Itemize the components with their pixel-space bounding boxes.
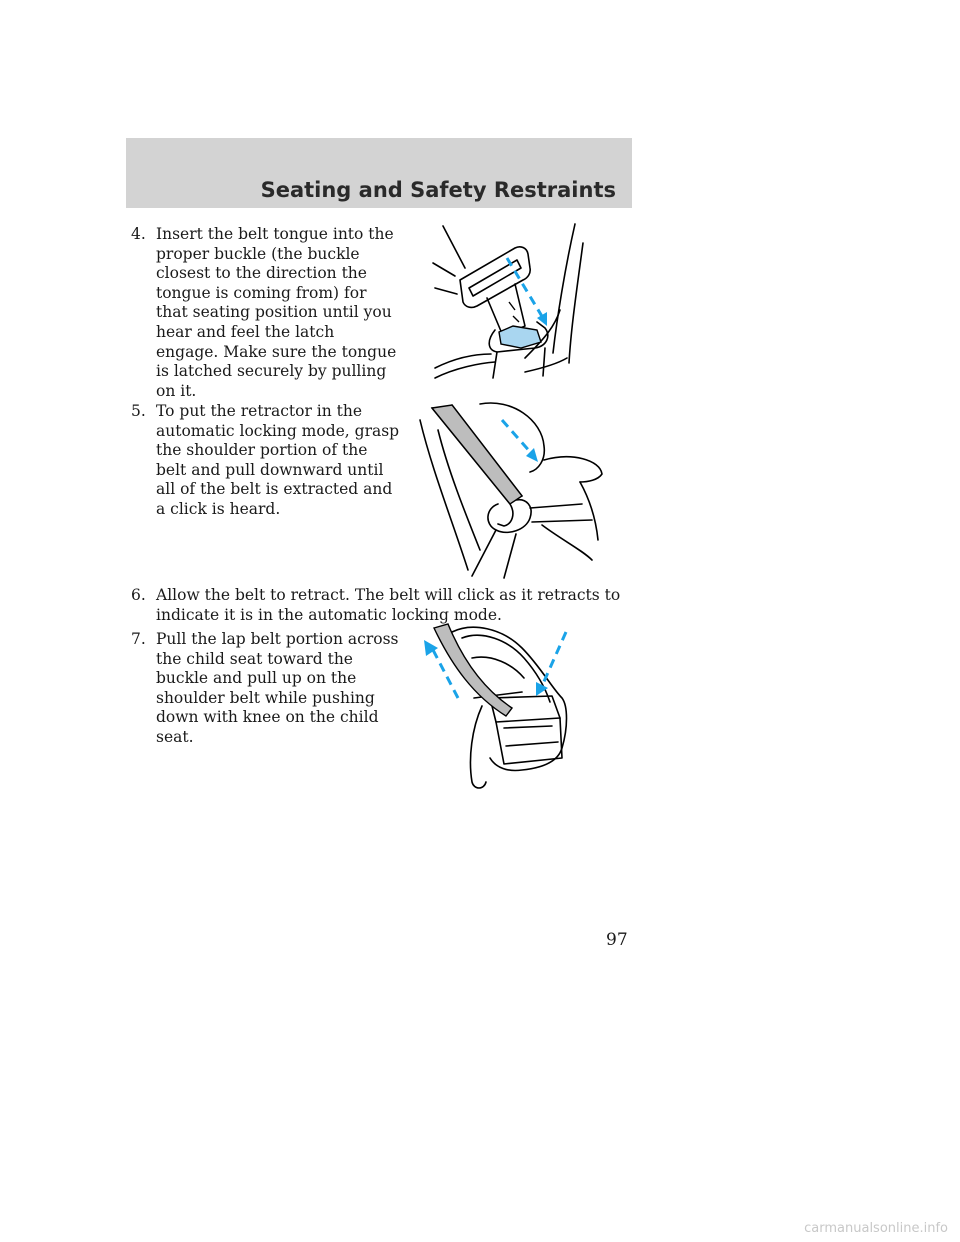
section-title: Seating and Safety Restraints xyxy=(260,178,616,202)
buckle-illustration xyxy=(425,218,585,388)
step-6-text: Allow the belt to retract. The belt will click as it retracts to indicate it is in the automatic locking mode. xyxy=(156,586,621,624)
page-number: 97 xyxy=(606,930,628,950)
step-4 xyxy=(131,225,401,401)
step-7-number: 7. xyxy=(131,630,146,648)
step-7 xyxy=(131,630,401,748)
step-6-number: 6. xyxy=(131,586,146,604)
step-5-text: To put the retractor in the automatic locking mode, grasp the shoulder portion of the belt and pull downward until all of the belt is extracted and a click is heard. xyxy=(156,402,400,518)
retractor-illustration xyxy=(412,400,612,580)
insert-direction-arrow xyxy=(507,258,547,326)
step-5 xyxy=(131,402,401,520)
watermark: carmanualsonline.info xyxy=(804,1221,948,1236)
header-band xyxy=(126,138,632,208)
step-7-text: Pull the lap belt portion across the child seat toward the buckle and pull up on the shoulder belt while pushing down with knee on the child seat. xyxy=(156,630,399,746)
step-5-number: 5. xyxy=(131,402,146,420)
lap-belt-down-arrow xyxy=(536,632,566,696)
step-4-number: 4. xyxy=(131,225,146,243)
child-seat-illustration xyxy=(412,618,582,793)
pull-down-arrow xyxy=(502,420,538,462)
step-4-text: Insert the belt tongue into the proper buckle (the buckle closest to the direction the tongue is coming from) for that seating position until you hear and feel the latch engage. Make sure the tongue is latched securely by pulling on it. xyxy=(156,225,397,400)
